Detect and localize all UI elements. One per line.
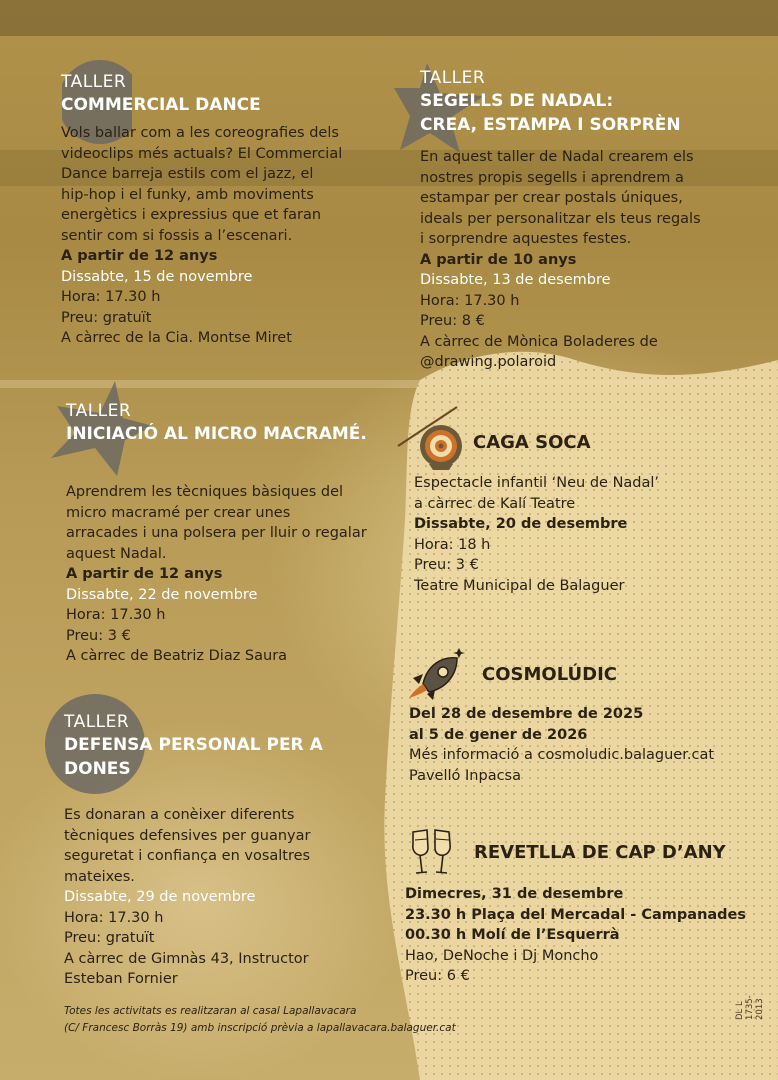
desc-line: seguretat i confiança en vosaltres <box>64 848 311 864</box>
workshop-commercial-dance <box>61 71 381 349</box>
event-revetlla-cap-dany <box>405 884 755 987</box>
event-date: Dimecres, 31 de desembre <box>405 886 624 902</box>
workshop-description <box>64 805 384 887</box>
event-title: COSMOLÚDIC <box>482 664 617 685</box>
workshop-title <box>64 733 384 781</box>
event-cosmoludic <box>409 704 749 786</box>
event-date: al 5 de gener de 2026 <box>409 726 588 743</box>
workshop-kicker: TALLER <box>420 68 486 88</box>
desc-line: ideals per personalitzar els teus regals <box>420 210 701 227</box>
desc-line: aquest Nadal. <box>66 545 167 562</box>
footer-note <box>64 1003 456 1037</box>
event-time: Hora: 17.30 h <box>66 607 166 623</box>
desc-line: Vols ballar com a les coreografies dels <box>61 125 339 141</box>
event-date: Dissabte, 15 de novembre <box>61 268 253 285</box>
event-title: REVETLLA DE CAP D’ANY <box>474 842 726 863</box>
desc-line: mateixes. <box>64 868 135 885</box>
legal-deposit: DL L 1735-2013 <box>735 995 765 1020</box>
desc-line: Es donaran a conèixer diferents <box>64 807 295 823</box>
workshop-defensa-personal <box>64 711 384 990</box>
workshop-kicker: TALLER <box>64 712 130 732</box>
target-arrow-icon <box>395 404 470 474</box>
event-line: a càrrec de Kalí Teatre <box>414 495 576 512</box>
workshop-description <box>61 123 381 246</box>
event-date: Dissabte, 20 de desembre <box>414 516 628 532</box>
title-line: DONES <box>64 759 131 779</box>
event-venue: Teatre Municipal de Balaguer <box>414 577 625 594</box>
event-host: @drawing.polaroid <box>420 354 557 370</box>
event-time: Hora: 17.30 h <box>64 909 164 926</box>
title-line: SEGELLS DE NADAL: <box>420 91 614 111</box>
workshop-title: INICIACIÓ AL MICRO MACRAMÉ. <box>66 424 367 444</box>
event-time: Hora: 18 h <box>414 536 491 553</box>
desc-line: arracades i una polsera per lluir o regalar <box>66 525 367 541</box>
schedule-line: 00.30 h Molí de l’Esquerrà <box>405 927 620 943</box>
event-caga-soca <box>414 473 744 596</box>
event-price: Preu: gratuït <box>61 309 152 326</box>
event-host: A càrrec de Gimnàs 43, Instructor <box>64 950 309 967</box>
event-host: A càrrec de la Cia. Montse Miret <box>61 330 292 346</box>
workshop-micro-macrame <box>66 400 386 667</box>
desc-line: hip-hop i el funky, amb moviments <box>61 186 314 203</box>
event-performers: Hao, DeNoche i Dj Moncho <box>405 947 599 964</box>
desc-line: nostres propis segells i aprendrem a <box>420 169 684 186</box>
age-requirement: A partir de 10 anys <box>420 251 577 268</box>
footer-line: Totes les activitats es realitzaran al casal Lapallavacara <box>64 1005 357 1017</box>
event-host: A càrrec de Beatriz Diaz Saura <box>66 648 288 664</box>
event-price: Preu: gratuït <box>64 930 155 946</box>
event-price: Preu: 3 € <box>66 627 131 644</box>
desc-line: sentir com si fossis a l’escenari. <box>61 227 293 244</box>
desc-line: estampar per crear postals úniques, <box>420 190 683 206</box>
event-time: Hora: 17.30 h <box>420 292 520 309</box>
event-date: Del 28 de desembre de 2025 <box>409 706 644 722</box>
event-venue: Pavelló Inpacsa <box>409 767 521 784</box>
desc-line: Dance barreja estils com el jazz, el <box>61 166 314 182</box>
title-line: CREA, ESTAMPA I SORPRÈN <box>420 115 681 135</box>
event-date: Dissabte, 22 de novembre <box>66 586 258 603</box>
workshop-title <box>420 89 750 137</box>
champagne-glasses-icon <box>407 826 457 880</box>
age-requirement: A partir de 12 anys <box>66 566 223 582</box>
rocket-icon <box>405 644 469 704</box>
desc-line: i sorprendre aquestes festes. <box>420 231 632 247</box>
event-price: Preu: 3 € <box>414 557 479 573</box>
workshop-segells-de-nadal <box>420 67 750 373</box>
desc-line: Aprendrem les tècniques bàsiques del <box>66 484 344 500</box>
event-price: Preu: 8 € <box>420 313 485 329</box>
workshop-kicker: TALLER <box>66 401 132 421</box>
event-title: CAGA SOCA <box>473 432 591 453</box>
event-date: Dissabte, 29 de novembre <box>64 889 256 905</box>
title-line: DEFENSA PERSONAL PER A <box>64 735 323 755</box>
desc-line: videoclips més actuals? El Commercial <box>61 145 343 162</box>
age-requirement: A partir de 12 anys <box>61 248 218 264</box>
workshop-description <box>66 482 386 564</box>
desc-line: energètics i expressius que et faran <box>61 207 322 223</box>
event-line: Espectacle infantil ‘Neu de Nadal’ <box>414 475 660 491</box>
desc-line: En aquest taller de Nadal crearem els <box>420 149 694 165</box>
schedule-line: 23.30 h Plaça del Mercadal - Campanades <box>405 906 747 923</box>
desc-line: tècniques defensives per guanyar <box>64 827 311 844</box>
workshop-kicker: TALLER <box>61 72 127 92</box>
footer-line: (C/ Francesc Borràs 19) amb inscripció prèvia a lapallavacara.balaguer.cat <box>64 1022 456 1034</box>
workshop-description <box>420 147 750 250</box>
event-price: Preu: 6 € <box>405 968 470 984</box>
event-time: Hora: 17.30 h <box>61 289 161 305</box>
event-host: A càrrec de Mònica Boladeres de <box>420 333 658 350</box>
event-host: Esteban Fornier <box>64 971 178 987</box>
event-date: Dissabte, 13 de desembre <box>420 272 611 288</box>
event-info: Més informació a cosmoludic.balaguer.cat <box>409 747 715 763</box>
desc-line: micro macramé per crear unes <box>66 504 291 521</box>
workshop-title: COMMERCIAL DANCE <box>61 95 261 115</box>
